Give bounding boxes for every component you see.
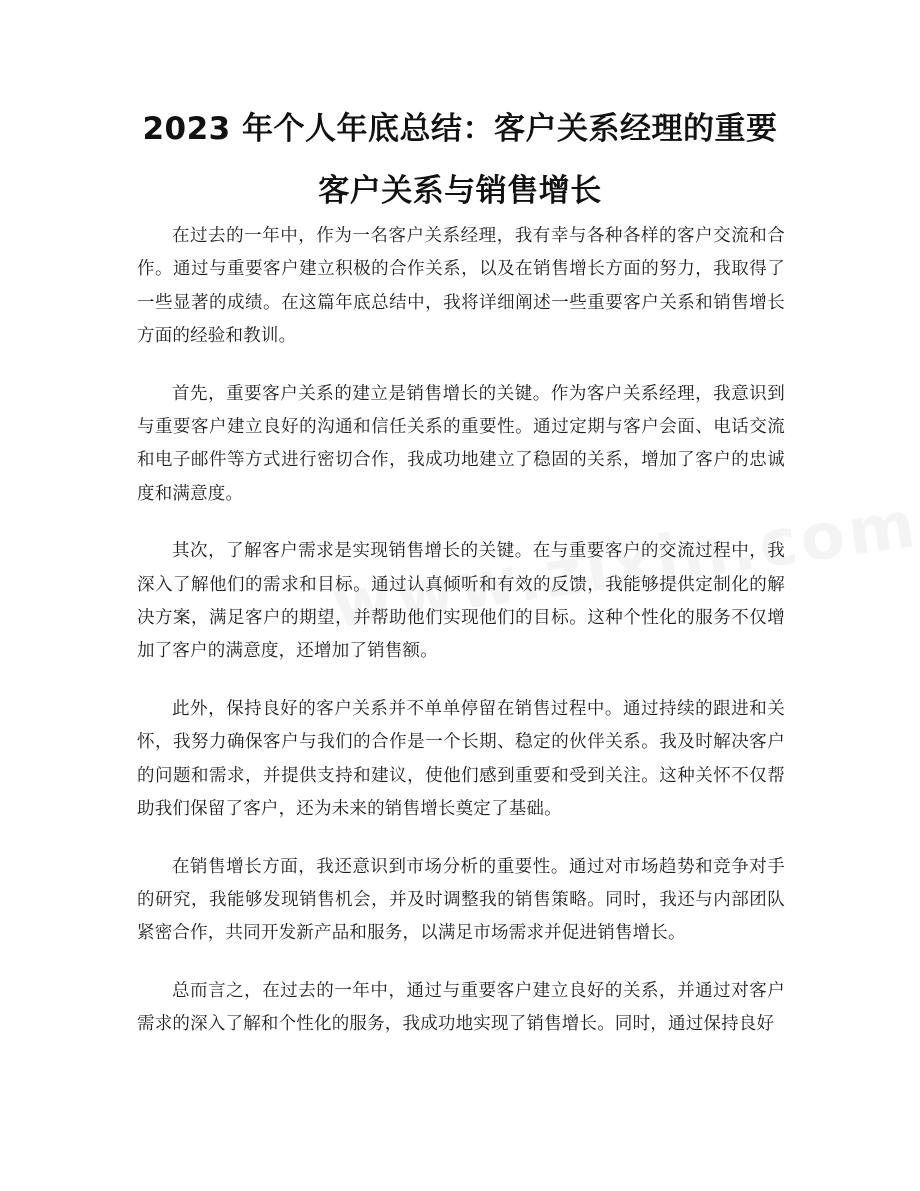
paragraph: 其次，了解客户需求是实现销售增长的关键。在与重要客户的交流过程中，我深入了解他们的需求和目标。通过认真倾听和有效的反馈，我能够提供定制化的解决方案，满足客户的期望，并帮助他们实现他们的目标。这种个性化的服务不仅增加了客户的满意度，还增加了销售额。 [137, 541, 785, 662]
document-title [120, 98, 800, 222]
paragraph: 在销售增长方面，我还意识到市场分析的重要性。通过对市场趋势和竞争对手的研究，我能够发现销售机会，并及时调整我的销售策略。同时，我还与内部团队紧密合作，共同开发新产品和服务，以满足市场需求并促进销售增长。 [137, 856, 785, 944]
paragraph: 在过去的一年中，作为一名客户关系经理，我有幸与各种各样的客户交流和合作。通过与重要客户建立积极的合作关系，以及在销售增长方面的努力，我取得了一些显著的成绩。在这篇年底总结中，我将详细阐述一些重要客户关系和销售增长方面的经验和教训。 [137, 226, 785, 347]
document-body [137, 220, 785, 1066]
title-line-2: 客户关系与销售增长 [318, 173, 602, 209]
paragraph: 总而言之，在过去的一年中，通过与重要客户建立良好的关系，并通过对客户需求的深入了解和个性化的服务，我成功地实现了销售增长。同时，通过保持良好 [137, 980, 785, 1035]
paragraph: 首先，重要客户关系的建立是销售增长的关键。作为客户关系经理，我意识到与重要客户建立良好的沟通和信任关系的重要性。通过定期与客户会面、电话交流和电子邮件等方式进行密切合作，我成功地建立了稳固的关系，增加了客户的忠诚度和满意度。 [137, 383, 785, 504]
paragraph: 此外，保持良好的客户关系并不单单停留在销售过程中。通过持续的跟进和关怀，我努力确保客户与我们的合作是一个长期、稳定的伙伴关系。我及时解决客户的问题和需求，并提供支持和建议，使他们感到重要和受到关注。这种关怀不仅帮助我们保留了客户，还为未来的销售增长奠定了基础。 [137, 698, 785, 820]
title-line-1: 2023 年个人年底总结：客户关系经理的重要 [142, 111, 778, 147]
